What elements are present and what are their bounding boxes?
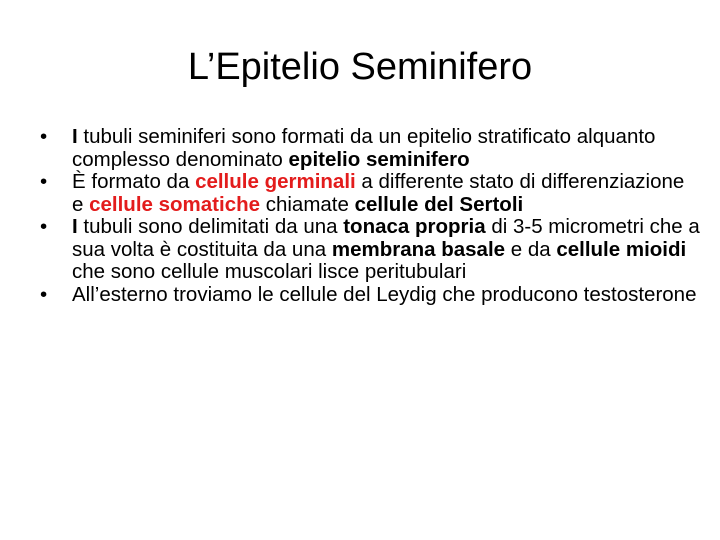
bullet-item <box>40 216 700 284</box>
bullet-item <box>40 171 700 216</box>
bullet-text: di 3-5 micrometri che a sua volta è costituita da una <box>72 215 700 261</box>
bullet-item <box>40 126 700 171</box>
highlighted-term: cellule somatiche <box>89 192 261 216</box>
slide-title: L’Epitelio Seminifero <box>187 46 533 88</box>
bold-term: cellule mioidi <box>556 237 687 261</box>
bullet-marker: • <box>40 125 48 148</box>
bold-term: I <box>72 125 78 148</box>
bold-term: I <box>72 215 78 238</box>
bullet-marker: • <box>40 215 48 238</box>
highlighted-term: cellule germinali <box>195 170 356 193</box>
bullet-text: che sono cellule muscolari lisce peritubulari <box>72 260 467 283</box>
bullet-text: tubuli seminiferi sono formati da un epitelio stratificato alquanto complesso denominato <box>72 125 656 171</box>
bullet-text: All’esterno troviamo le cellule del Leydig che producono testosterone <box>72 282 697 306</box>
bullet-text: e da <box>505 237 557 261</box>
bold-term: epitelio seminifero <box>288 147 470 171</box>
bold-term: membrana basale <box>331 237 506 261</box>
bold-term: cellule del Sertoli <box>354 192 524 216</box>
bullet-text: chiamate <box>260 192 355 216</box>
bullet-text: tubuli sono delimitati da una <box>77 215 344 238</box>
bullet-text: È formato da <box>72 170 196 193</box>
bullet-text: a differente stato di differenziazione e <box>72 170 685 216</box>
bullet-marker: • <box>40 170 48 193</box>
bullet-marker: • <box>40 282 48 306</box>
bold-term: tonaca propria <box>343 215 486 238</box>
bullet-list <box>40 126 700 306</box>
bullet-item <box>40 284 700 307</box>
